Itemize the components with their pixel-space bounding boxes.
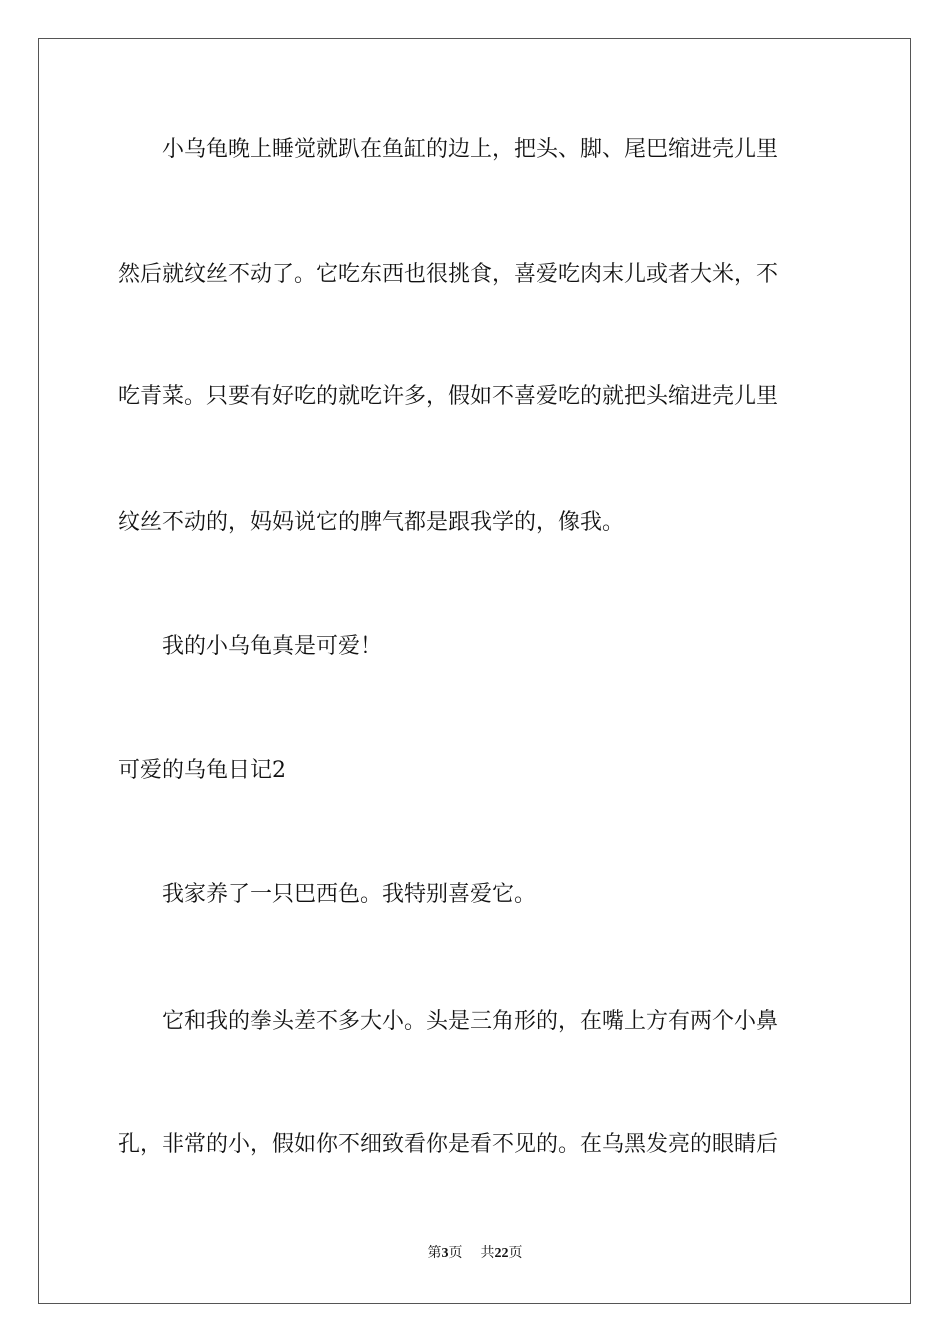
page-footer: [0, 1242, 950, 1262]
paragraph-line: 我家养了一只巴西色。我特别喜爱它。: [118, 882, 537, 907]
page-border: [38, 38, 911, 1304]
paragraph-line: 然后就纹丝不动了。它吃东西也很挑食，喜爱吃肉末儿或者大米，不: [118, 262, 779, 287]
paragraph-line: 纹丝不动的，妈妈说它的脾气都是跟我学的，像我。: [118, 510, 625, 535]
total-prefix: 共: [480, 1246, 495, 1261]
total-suffix: 页: [508, 1246, 523, 1261]
section-heading: 可爱的乌龟日记2: [118, 758, 286, 783]
page-prefix: 第: [427, 1246, 442, 1261]
current-page-number: 3: [441, 1246, 449, 1261]
paragraph-line: 小乌龟晚上睡觉就趴在鱼缸的边上，把头、脚、尾巴缩进壳儿里: [118, 137, 779, 162]
paragraph-line: 孔，非常的小，假如你不细致看你是看不见的。在乌黑发亮的眼睛后: [118, 1132, 779, 1157]
paragraph-line: 我的小乌龟真是可爱！: [118, 634, 383, 659]
total-pages-number: 22: [494, 1246, 509, 1261]
paragraph-line: 它和我的拳头差不多大小。头是三角形的，在嘴上方有两个小鼻: [118, 1009, 779, 1034]
page-suffix: 页: [448, 1246, 463, 1261]
paragraph-line: 吃青菜。只要有好吃的就吃许多，假如不喜爱吃的就把头缩进壳儿里: [118, 384, 779, 409]
